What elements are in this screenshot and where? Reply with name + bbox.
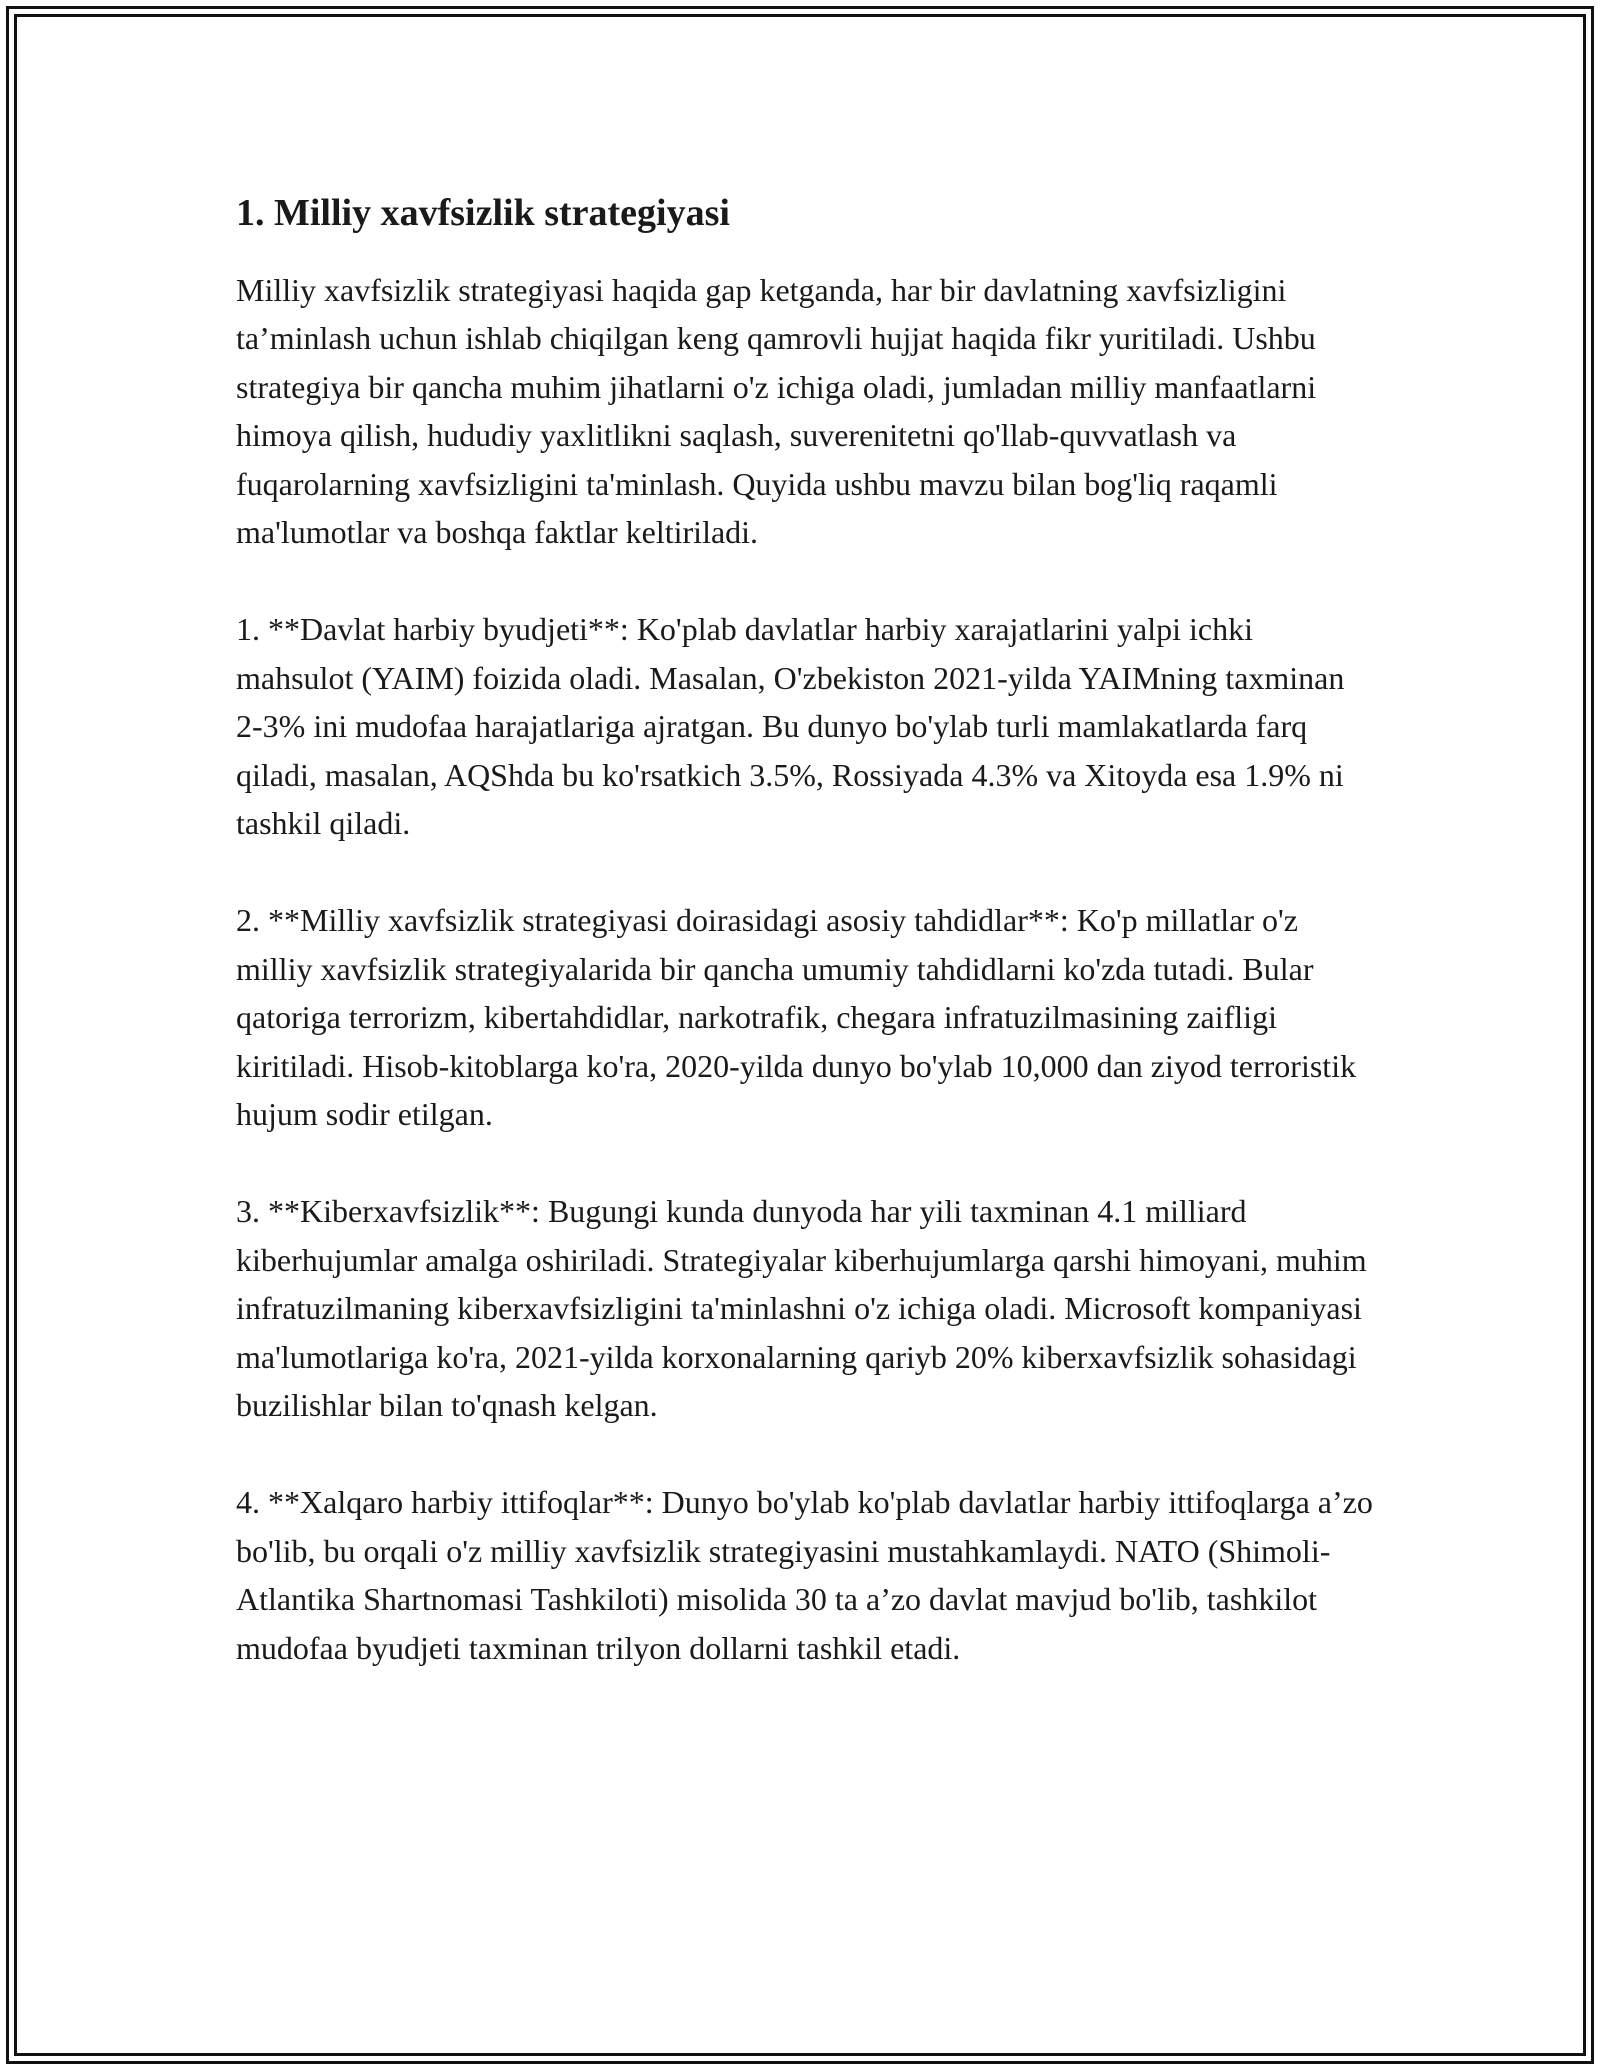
paragraph-military-budget: 1. **Davlat harbiy byudjeti**: Ko'plab davlatlar harbiy xarajatlarini yalpi ichki mahsulot (YAIM) foizida oladi. Masalan, O'zbekiston 2021-yilda YAIMning taxminan 2-3% ini mudofaa harajatlariga ajratgan. Bu dunyo bo'ylab turli mamlakatlarda farq qiladi, masalan, AQShda bu ko'rsatkich 3.5%, Rossiyada 4.3% va Xitoyda esa 1.9% ni tashkil qiladi. <box>236 611 1345 841</box>
paragraph-military-alliances: 4. **Xalqaro harbiy ittifoqlar**: Dunyo bo'ylab ko'plab davlatlar harbiy ittifoqlarga a’zo bo'lib, bu orqali o'z milliy xavfsizlik strategiyasini mustahkamlaydi. NATO (Shimoli-Atlantika Shartnomasi Tashkiloti) misolida 30 ta a’zo davlat mavjud bo'lib, tashkilot mudofaa byudjeti taxminan trilyon dollarni tashkil etadi. <box>236 1484 1373 1666</box>
paragraph-cybersecurity: 3. **Kiberxavfsizlik**: Bugungi kunda dunyoda har yili taxminan 4.1 milliard kiberhujumlar amalga oshiriladi. Strategiyalar kiberhujumlarga qarshi himoyani, muhim infratuzilmaning kiberxavfsizligini ta'minlashni o'z ichiga oladi. Microsoft kompaniyasi ma'lumotlariga ko'ra, 2021-yilda korxonalarning qariyb 20% kiberxavfsizlik sohasidagi buzilishlar bilan to'qnash kelgan. <box>236 1193 1367 1423</box>
intro-paragraph: Milliy xavfsizlik strategiyasi haqida gap ketganda, har bir davlatning xavfsizligini ta’minlash uchun ishlab chiqilgan keng qamrovli hujjat haqida fikr yuritiladi. Ushbu strategiya bir qancha muhim jihatlarni o'z ichiga oladi, jumladan milliy manfaatlarni himoya qilish, hududiy yaxlitlikni saqlash, suverenitetni qo'llab-quvvatlash va fuqarolarning xavfsizligini ta'minlash. Quyida ushbu mavzu bilan bog'liq raqamli ma'lumotlar va boshqa faktlar keltiriladi. <box>236 271 1317 550</box>
paragraph-main-threats: 2. **Milliy xavfsizlik strategiyasi doirasidagi asosiy tahdidlar**: Ko'p millatlar o'z milliy xavfsizlik strategiyalarida bir qancha umumiy tahdidlarni ko'zda tutadi. Bular qatoriga terrorizm, kibertahdidlar, narkotrafik, chegara infratuzilmasining zaifligi kiritiladi. Hisob-kitoblarga ko'ra, 2020-yilda dunyo bo'ylab 10,000 dan ziyod terroristik hujum sodir etilgan. <box>236 902 1357 1132</box>
document-body <box>236 190 1376 1721</box>
document-title: 1. Milliy xavfsizlik strategiyasi <box>236 192 730 234</box>
